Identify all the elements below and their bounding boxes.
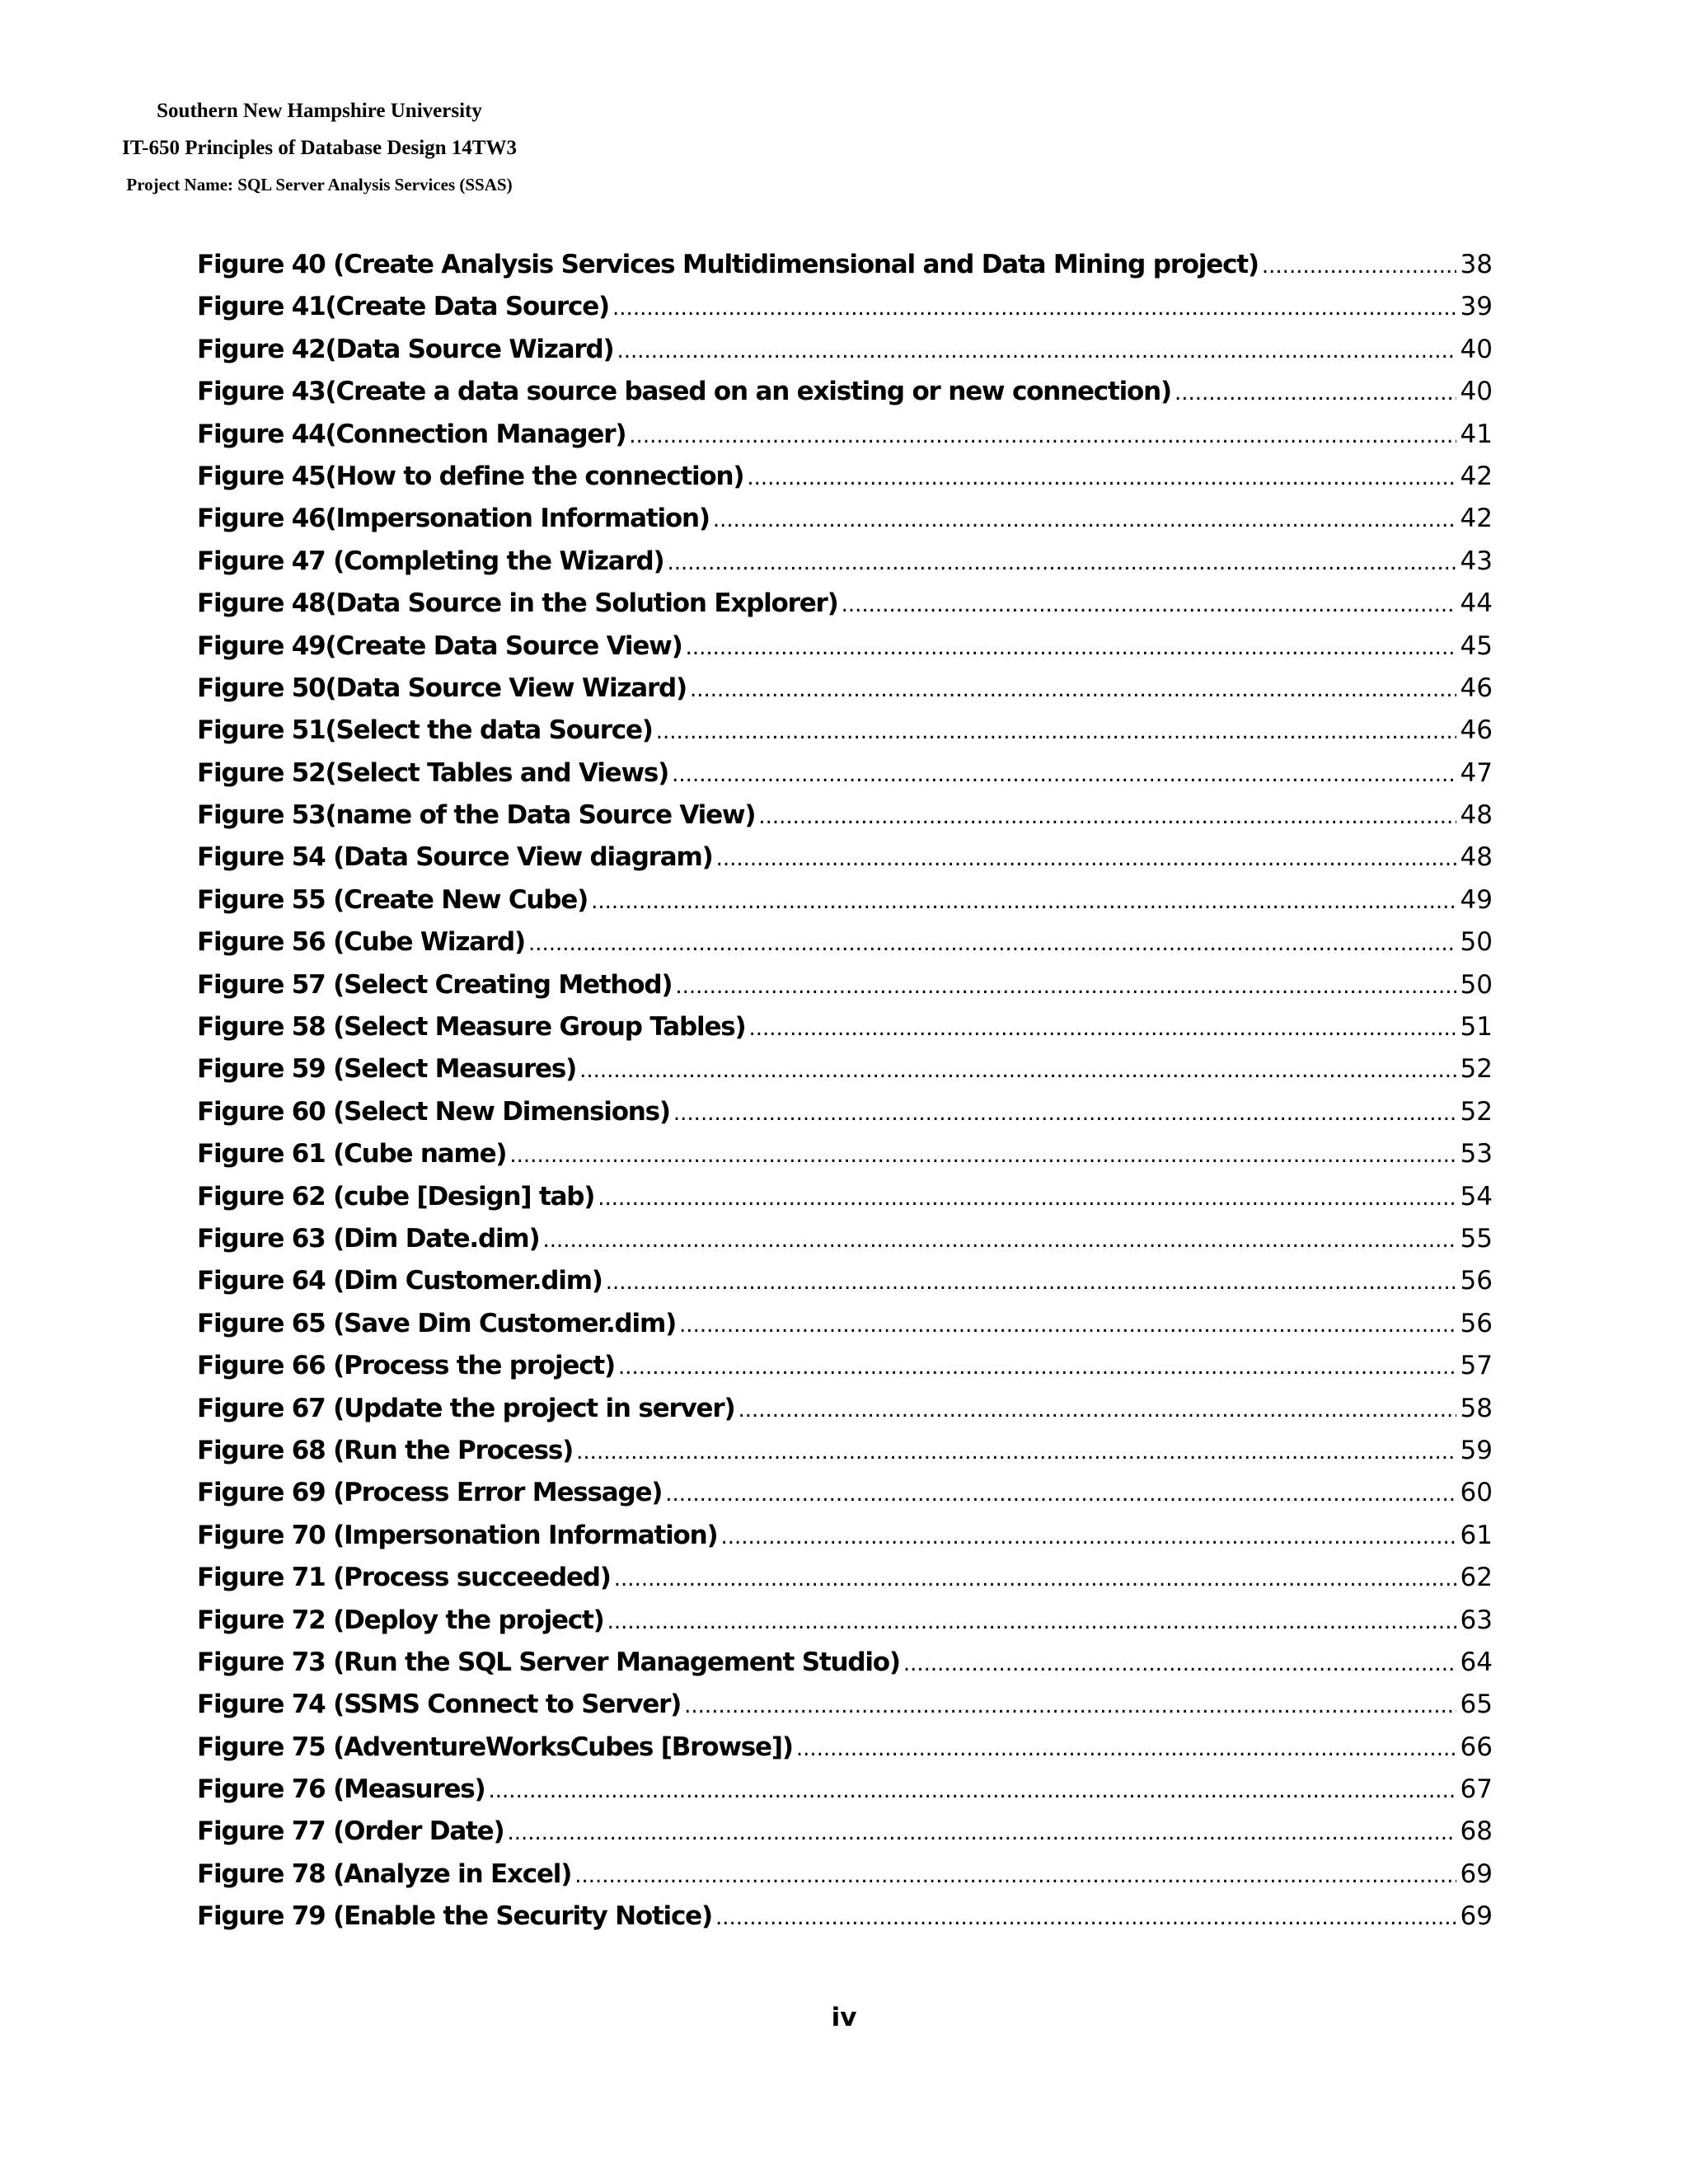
- dot-leader: [713, 499, 1456, 541]
- figure-entry-page: 66: [1460, 1732, 1493, 1762]
- dot-leader: [606, 1262, 1456, 1304]
- figure-entry-page: 65: [1460, 1690, 1493, 1720]
- figure-entry-title: Figure 68 (Run the Process): [197, 1435, 574, 1465]
- figure-entry[interactable]: [197, 668, 1493, 710]
- dot-leader: [509, 1135, 1456, 1177]
- dot-leader: [576, 1432, 1456, 1474]
- figure-entry-title: Figure 76 (Measures): [197, 1774, 485, 1805]
- dot-leader: [758, 796, 1456, 838]
- figure-entry[interactable]: [197, 710, 1493, 752]
- figure-entry-title: Figure 52(Select Tables and Views): [197, 757, 669, 788]
- figure-entry[interactable]: [197, 879, 1493, 921]
- figure-entry[interactable]: [197, 1345, 1493, 1387]
- figure-entry-title: Figure 79 (Enable the Security Notice): [197, 1901, 712, 1932]
- dot-leader: [591, 881, 1456, 923]
- figure-entry-page: 45: [1460, 630, 1493, 661]
- figure-entry[interactable]: [197, 626, 1493, 668]
- dot-leader: [617, 330, 1456, 373]
- figure-entry[interactable]: [197, 371, 1493, 413]
- figure-entry[interactable]: [197, 414, 1493, 456]
- figure-entry-page: 48: [1460, 842, 1493, 873]
- figure-entry-page: 57: [1460, 1351, 1493, 1381]
- figure-entry-title: Figure 49(Create Data Source View): [197, 630, 682, 661]
- figure-entry-title: Figure 60 (Select New Dimensions): [197, 1096, 670, 1127]
- figure-entry-title: Figure 73 (Run the SQL Server Management Studio): [197, 1647, 900, 1677]
- figure-entry-page: 40: [1460, 334, 1493, 364]
- figure-entry[interactable]: [197, 1600, 1493, 1642]
- figure-entry-page: 60: [1460, 1478, 1493, 1508]
- figure-entry[interactable]: [197, 1091, 1493, 1133]
- figure-entry-title: Figure 51(Select the data Source): [197, 715, 653, 746]
- figure-entry-page: 52: [1460, 1054, 1493, 1085]
- figure-entry[interactable]: [197, 837, 1493, 879]
- figure-entry-title: Figure 62 (cube [Design] tab): [197, 1181, 595, 1212]
- figure-entry-page: 39: [1460, 292, 1493, 322]
- figure-entry-page: 68: [1460, 1816, 1493, 1847]
- figure-entry[interactable]: [197, 1260, 1493, 1302]
- figure-entry[interactable]: [197, 794, 1493, 837]
- figure-entry[interactable]: [197, 1303, 1493, 1345]
- figure-entry-page: 40: [1460, 377, 1493, 407]
- dot-leader: [903, 1643, 1456, 1685]
- figure-entry-title: Figure 57 (Select Creating Method): [197, 969, 673, 1000]
- dot-leader: [614, 1558, 1456, 1601]
- figure-entry-title: Figure 69 (Process Error Message): [197, 1478, 663, 1508]
- dot-leader: [842, 584, 1456, 626]
- figure-entry[interactable]: [197, 1048, 1493, 1090]
- figure-entry-page: 69: [1460, 1858, 1493, 1889]
- dot-leader: [684, 1685, 1456, 1727]
- figure-entry[interactable]: [197, 964, 1493, 1006]
- figure-entry[interactable]: [197, 286, 1493, 328]
- figure-entry[interactable]: [197, 1388, 1493, 1430]
- dot-leader: [715, 1897, 1456, 1939]
- figure-entry[interactable]: [197, 1133, 1493, 1175]
- figure-entry-page: 56: [1460, 1266, 1493, 1296]
- page-header: [0, 92, 639, 204]
- figure-entry[interactable]: [197, 1006, 1493, 1048]
- dot-leader: [528, 923, 1456, 965]
- figure-entry-page: 46: [1460, 715, 1493, 746]
- figure-entry[interactable]: [197, 244, 1493, 286]
- dot-leader: [673, 1093, 1456, 1135]
- figure-entry-title: Figure 46(Impersonation Information): [197, 504, 710, 534]
- dot-leader: [612, 288, 1456, 330]
- figure-entry[interactable]: [197, 583, 1493, 625]
- figure-entry-title: Figure 48(Data Source in the Solution Explorer): [197, 588, 838, 619]
- figure-entry-page: 44: [1460, 588, 1493, 619]
- figure-entry-page: 42: [1460, 461, 1493, 491]
- figure-entry-title: Figure 50(Data Source View Wizard): [197, 673, 687, 703]
- figure-entry-page: 47: [1460, 757, 1493, 788]
- figure-entry-title: Figure 66 (Process the project): [197, 1351, 615, 1381]
- dot-leader: [672, 754, 1456, 796]
- figure-entry[interactable]: [197, 1218, 1493, 1260]
- figure-entry-title: Figure 44(Connection Manager): [197, 419, 626, 449]
- dot-leader: [598, 1178, 1456, 1220]
- figure-entry-page: 52: [1460, 1096, 1493, 1127]
- figure-entry-page: 53: [1460, 1139, 1493, 1169]
- figure-entry-page: 67: [1460, 1774, 1493, 1805]
- dot-leader: [618, 1347, 1456, 1389]
- dot-leader: [665, 1474, 1456, 1516]
- dot-leader: [542, 1220, 1456, 1262]
- figure-entry-title: Figure 55 (Create New Cube): [197, 884, 588, 915]
- figure-entry-page: 54: [1460, 1181, 1493, 1212]
- figure-entry-page: 61: [1460, 1520, 1493, 1550]
- figure-entry-page: 41: [1460, 419, 1493, 449]
- dot-leader: [675, 966, 1456, 1008]
- figure-entry-title: Figure 53(name of the Data Source View): [197, 800, 756, 831]
- figure-entry[interactable]: [197, 329, 1493, 371]
- figure-entry[interactable]: [197, 1642, 1493, 1684]
- figure-entry-title: Figure 65 (Save Dim Customer.dim): [197, 1308, 677, 1338]
- dot-leader: [668, 542, 1457, 584]
- figure-entry-page: 50: [1460, 927, 1493, 958]
- figure-entry[interactable]: [197, 1472, 1493, 1514]
- figure-entry-title: Figure 70 (Impersonation Information): [197, 1520, 718, 1550]
- figure-entry[interactable]: [197, 1896, 1493, 1938]
- dot-leader: [796, 1728, 1456, 1770]
- dot-leader: [686, 627, 1456, 669]
- figure-entry-title: Figure 58 (Select Measure Group Tables): [197, 1012, 746, 1043]
- figure-entry-page: 50: [1460, 969, 1493, 1000]
- figure-entry[interactable]: [197, 456, 1493, 498]
- dot-leader: [720, 1516, 1456, 1558]
- figure-entry-page: 63: [1460, 1605, 1493, 1635]
- figure-entry-page: 58: [1460, 1393, 1493, 1423]
- figure-entry-title: Figure 71 (Process succeeded): [197, 1563, 611, 1593]
- dot-leader: [574, 1855, 1456, 1897]
- dot-leader: [1262, 246, 1456, 288]
- figure-entry-title: Figure 47 (Completing the Wizard): [197, 546, 664, 576]
- dot-leader: [690, 669, 1456, 711]
- dot-leader: [507, 1812, 1456, 1854]
- figure-entry-title: Figure 77 (Order Date): [197, 1816, 504, 1847]
- university-name: Southern New Hampshire University: [157, 100, 482, 122]
- figure-entry[interactable]: [197, 1769, 1493, 1811]
- dot-leader: [1175, 373, 1456, 415]
- figure-entry-title: Figure 72 (Deploy the project): [197, 1605, 604, 1635]
- figure-entry-title: Figure 74 (SSMS Connect to Server): [197, 1690, 682, 1720]
- figure-entry-page: 69: [1460, 1901, 1493, 1932]
- dot-leader: [607, 1601, 1456, 1643]
- figure-entry-title: Figure 41(Create Data Source): [197, 292, 610, 322]
- figure-entry[interactable]: [197, 1176, 1493, 1218]
- dot-leader: [629, 415, 1456, 457]
- figure-entry[interactable]: [197, 1684, 1493, 1726]
- figure-entry[interactable]: [197, 1557, 1493, 1599]
- figure-entry[interactable]: [197, 541, 1493, 583]
- figure-entry[interactable]: [197, 1515, 1493, 1557]
- figure-entry-page: 38: [1460, 250, 1493, 279]
- figure-entry-title: Figure 54 (Data Source View diagram): [197, 842, 713, 873]
- figure-entry-title: Figure 61 (Cube name): [197, 1139, 507, 1169]
- figure-entry-title: Figure 64 (Dim Customer.dim): [197, 1266, 603, 1296]
- project-name: Project Name: SQL Server Analysis Services (SSAS): [126, 175, 513, 194]
- figure-entry-page: 51: [1460, 1012, 1493, 1043]
- figure-entry-page: 46: [1460, 673, 1493, 703]
- figure-entry[interactable]: [197, 1430, 1493, 1472]
- dot-leader: [747, 457, 1456, 499]
- figure-entry-page: 62: [1460, 1563, 1493, 1593]
- dot-leader: [738, 1390, 1456, 1432]
- figure-entry[interactable]: [197, 1854, 1493, 1896]
- dot-leader: [656, 711, 1456, 753]
- figure-entry-title: Figure 75 (AdventureWorksCubes [Browse]): [197, 1732, 793, 1762]
- figure-entry[interactable]: [197, 752, 1493, 794]
- figure-entry-page: 56: [1460, 1308, 1493, 1338]
- figure-entry[interactable]: [197, 498, 1493, 540]
- figure-entry[interactable]: [197, 1727, 1493, 1769]
- figure-entry-title: Figure 67 (Update the project in server): [197, 1393, 735, 1423]
- figure-entry-page: 64: [1460, 1647, 1493, 1677]
- figure-entry-page: 43: [1460, 546, 1493, 576]
- figure-entry-title: Figure 43(Create a data source based on an existing or new connection): [197, 377, 1171, 407]
- figure-entry-title: Figure 42(Data Source Wizard): [197, 334, 614, 364]
- figure-entry-page: 42: [1460, 504, 1493, 534]
- figure-entry-page: 59: [1460, 1435, 1493, 1465]
- dot-leader: [716, 838, 1456, 880]
- dot-leader: [579, 1050, 1456, 1092]
- figure-entry-page: 48: [1460, 800, 1493, 831]
- table-of-figures: [197, 244, 1493, 1938]
- figure-entry-page: 55: [1460, 1223, 1493, 1254]
- course-name: IT-650 Principles of Database Design 14TW3: [122, 137, 517, 159]
- figure-entry-title: Figure 45(How to define the connection): [197, 461, 744, 491]
- page-number: iv: [831, 2003, 857, 2032]
- figure-entry[interactable]: [197, 1811, 1493, 1853]
- figure-entry-title: Figure 40 (Create Analysis Services Multidimensional and Data Mining project): [197, 250, 1259, 279]
- figure-entry-title: Figure 78 (Analyze in Excel): [197, 1858, 572, 1889]
- figure-entry-title: Figure 59 (Select Measures): [197, 1054, 577, 1085]
- dot-leader: [679, 1305, 1456, 1347]
- figure-entry[interactable]: [197, 921, 1493, 963]
- dot-leader: [489, 1770, 1456, 1812]
- figure-entry-title: Figure 63 (Dim Date.dim): [197, 1223, 540, 1254]
- figure-entry-page: 49: [1460, 884, 1493, 915]
- dot-leader: [749, 1008, 1457, 1050]
- figure-entry-title: Figure 56 (Cube Wizard): [197, 927, 525, 958]
